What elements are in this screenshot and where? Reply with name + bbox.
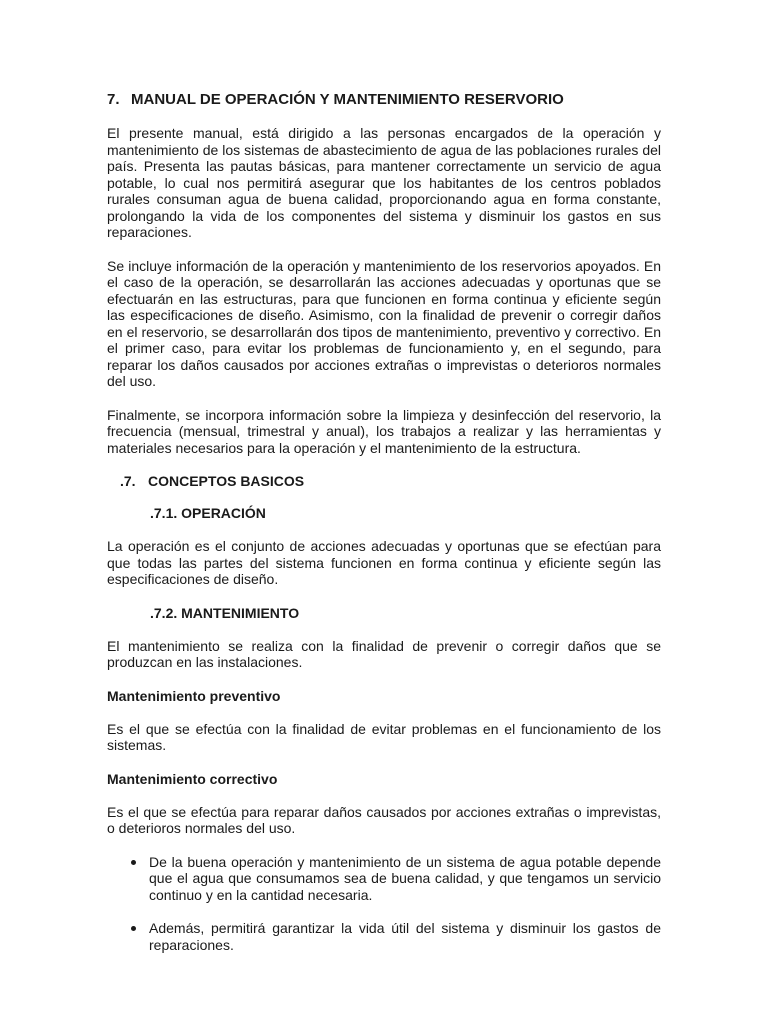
intro-paragraph-3: Finalmente, se incorpora información sobre la limpieza y desinfección del reservorio, la frecuencia (mensual, trimestral y anual), los trabajos a realizar y las herramientas y materiales necesarios para la operación y el mantenimiento de la estructura. [107,406,661,456]
list-item [107,920,661,953]
intro-paragraph-1: El presente manual, está dirigido a las personas encargados de la operación y mantenimiento de los sistemas de abastecimiento de agua de las poblaciones rurales del país. Presenta las pautas básicas, para mantener correctamente un servicio de agua potable, lo cual nos permitirá asegurar que los habitantes de los centros poblados rurales consuman agua de buena calidad, proporcionando agua en forma constante, prolongando la vida de los componentes del sistema y disminuir los gastos en sus reparaciones. [107,125,661,240]
section-title [107,91,661,109]
maintenance-heading: .7.2. MANTENIMIENTO [150,604,300,621]
bullet-icon [131,860,136,865]
section-number: 7. [107,91,120,108]
bullet-list [107,854,661,954]
maintenance-paragraph: El mantenimiento se realiza con la finalidad de prevenir o corregir daños que se produzcan en las instalaciones. [107,637,661,670]
bullet-icon [131,926,136,931]
list-item [107,854,661,904]
corrective-paragraph: Es el que se efectúa para reparar daños causados por acciones extrañas o imprevistas, o deterioros normales del uso. [107,803,661,836]
concepts-number: .7. [120,473,136,489]
bullet-text-2: Además, permitirá garantizar la vida útil del sistema y disminuir los gastos de reparaciones. [149,920,661,953]
preventive-paragraph: Es el que se efectúa con la finalidad de evitar problemas en el funcionamiento de los sistemas. [107,720,661,753]
concepts-title: CONCEPTOS BASICOS [148,473,305,489]
operation-paragraph: La operación es el conjunto de acciones adecuadas y oportunas que se efectúan para que todas las partes del sistema funcionen en forma continua y eficiente según las especificaciones de diseño. [107,538,661,587]
operation-heading: .7.1. OPERACIÓN [150,505,266,521]
intro-paragraph-2: Se incluye información de la operación y mantenimiento de los reservorios apoyados. En el caso de la operación, se desarrollarán las acciones adecuadas y oportunas que se efectuarán en las estructuras, para que funcionen en forma continua y eficiente según las especificaciones de diseño. Asimismo, con la finalidad de prevenir o corregir daños en el reservorio, se desarrollarán dos tipos de mantenimiento, preventivo y correctivo. En el primer caso, para evitar los problemas de funcionamiento y, en el segundo, para reparar los daños causados por acciones extrañas o imprevistas o deterioros normales del uso. [107,257,661,389]
concepts-heading [120,473,661,490]
section-title-text: MANUAL DE OPERACIÓN Y MANTENIMIENTO RESERVORIO [131,91,564,108]
corrective-heading: Mantenimiento correctivo [107,770,278,787]
preventive-heading: Mantenimiento preventivo [107,687,281,704]
bullet-text-1: De la buena operación y mantenimiento de un sistema de agua potable depende que el agua que consumamos sea de buena calidad, y que tengamos un servicio continuo y en la cantidad necesaria. [149,853,661,903]
